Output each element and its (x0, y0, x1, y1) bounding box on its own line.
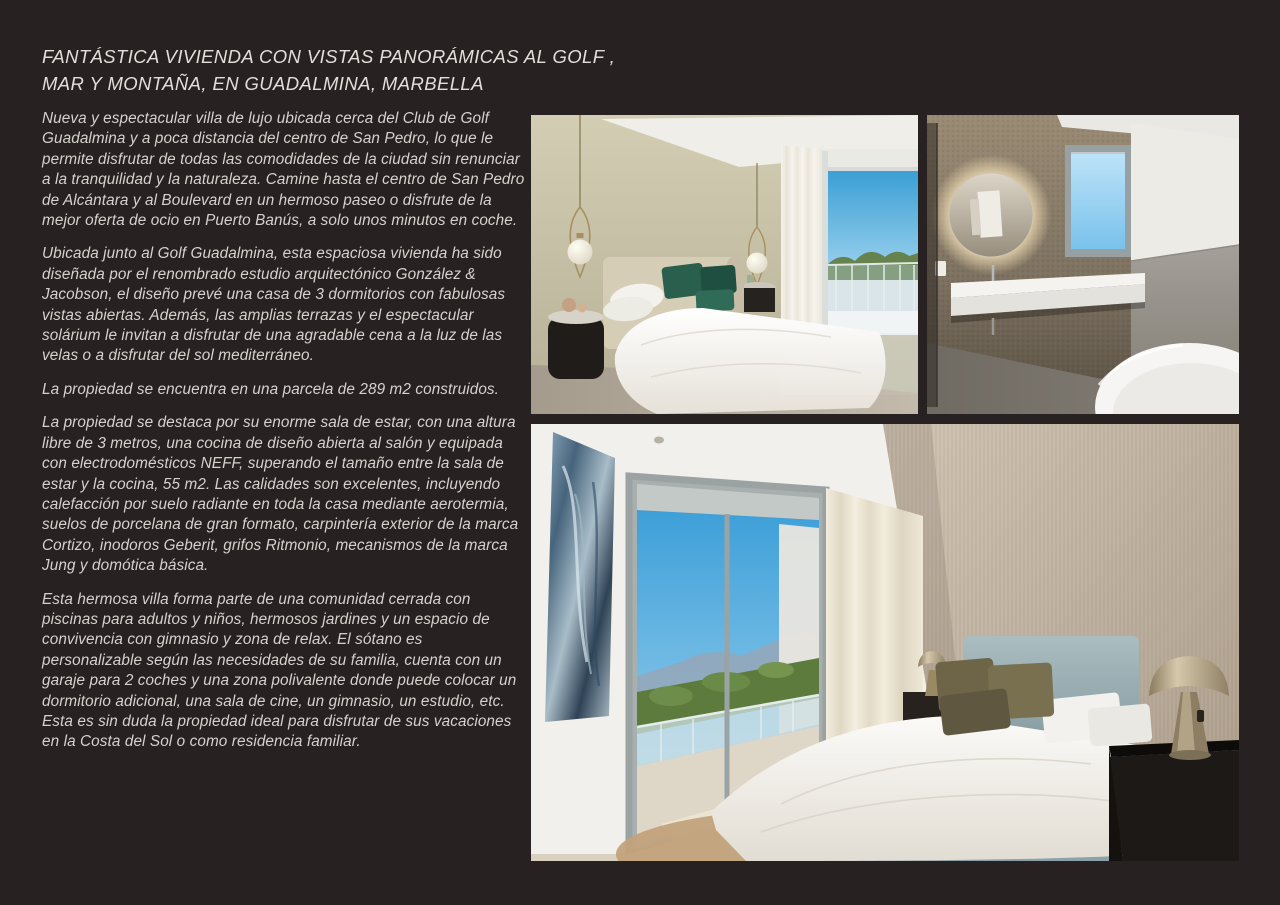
decor-sculpture (562, 298, 576, 312)
olive-pillow (939, 688, 1011, 736)
title-line-1: FANTÁSTICA VIVIENDA CON VISTAS PANORÁMICAS AL GOLF , (42, 46, 616, 67)
description-paragraph-3: La propiedad se encuentra en una parcela de 289 m2 construidos. (42, 380, 500, 398)
description-paragraph-5: Esta hermosa villa forma parte de una comunidad cerrada con piscinas para adultos y niños, hermosos jardines y un espacio de convivencia con gimnasio y zona de relax. El sótano es personalizable según las necesidades de su familia, cuenta con un garaje para 2 coches y una zona polivalente donde puede colocar un dormitorio adicional, una sala de cine, un gimnasio, un estudio, etc. Esta es sin duda la propiedad ideal para disfrutar de sus vacaciones en la Costa del Sol o como residencia familiar. (42, 590, 517, 751)
photo-bedroom-pendant-lamps (531, 115, 918, 414)
description-paragraph-2: Ubicada junto al Golf Guadalmina, esta espaciosa vivienda ha sido diseñada por el renombrado estudio arquitectónico González & Jacobson, el diseño prevé una casa de 3 dormitorios con fabulosas vistas abiertas. Además, las amplias terrazas y el espectacular solárium le invitan a disfrutar de una agradable cena a la luz de las velas o a disfrutar del sol mediterráneo. (42, 245, 506, 365)
white-pillow (1087, 703, 1152, 746)
description-column (42, 109, 526, 766)
backlit-round-mirror (931, 155, 1051, 275)
bedroom-b-illustration (531, 424, 1239, 861)
title-line-2: MAR Y MONTAÑA, EN GUADALMINA, MARBELLA (42, 73, 484, 94)
bathroom-illustration (927, 115, 1239, 414)
page-title (42, 43, 615, 97)
photo-bedroom-panoramic-view (531, 424, 1239, 861)
description-paragraph-4: La propiedad se destaca por su enorme sala de estar, con una altura libre de 3 metros, una cocina de diseño abierta al salón y equipada con electrodomésticos NEFF, superando el tamaño entre la sala de estar y la cocina, 55 m2. Las calidades son excelentes, incluyendo calefacción por suelo radiante en toda la casa mediante aerotermia, suelos de porcelana de gran formato, carpintería exterior de la marca Cortizo, inodoros Geberit, grifos Ritmonio, mecanismos de la marca Jung y domótica básica. (42, 414, 519, 575)
photo-bathroom-round-mirror (927, 115, 1239, 414)
shower-glass (927, 123, 937, 407)
recessed-light (654, 437, 664, 444)
description-paragraph-1: Nueva y espectacular villa de lujo ubicada cerca del Club de Golf Guadalmina y a poca distancia del centro de San Pedro, lo que le permite disfrutar de todas las comodidades de la ciudad sin renunciar a la tranquilidad y la naturaleza. Camine hasta el centro de San Pedro de Alcántara y al Boulevard en un hermoso paseo o disfrute de la mejor oferta de ocio en Puerto Banús, a solo unos minutos en coche. (42, 110, 525, 230)
abstract-painting (545, 432, 615, 722)
bedroom-a-illustration (531, 115, 918, 414)
bathroom-window (1065, 145, 1131, 257)
lamp-switch (1197, 710, 1204, 722)
